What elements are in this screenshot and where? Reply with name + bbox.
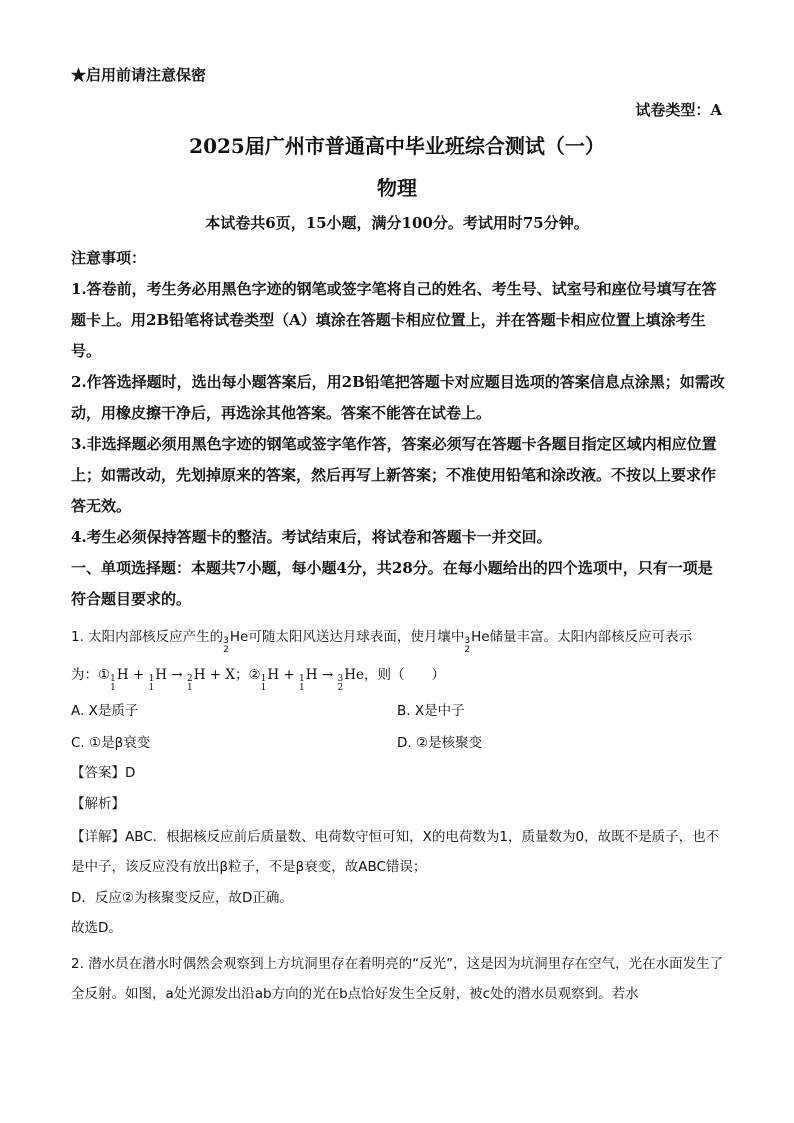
q1-conclusion: 故选D。 bbox=[71, 920, 122, 936]
subject-title: 物理 bbox=[377, 176, 417, 200]
q1-answer: 【答案】D bbox=[71, 765, 136, 781]
confidential-notice: ★启用前请注意保密 bbox=[71, 66, 207, 84]
q1-option-c[interactable]: C. ①是β衰变 bbox=[71, 735, 151, 751]
reaction-1: 1 1 H + 1 1 H → 2 1 H + X bbox=[110, 667, 235, 693]
q1-detail-1: 【详解】ABC．根据核反应前后质量数、电荷数守恒可知，X的电荷数为1，质量数为0，故既不是质子，也不是中子，该反应没有放出β粒子，不是β衰变，故ABC错误； bbox=[71, 829, 720, 875]
note-item-2: 2.作答选择题时，选出每小题答案后，用2B铅笔把答题卡对应题目选项的答案信息点涂黑；如需改动，用橡皮擦干净后，再选涂其他答案。答案不能答在试卷上。 bbox=[71, 373, 725, 422]
q1-option-a[interactable]: A. X是质子 bbox=[71, 703, 139, 719]
note-item-1: 1.答卷前，考生务必用黑色字迹的钢笔或签字笔将自己的姓名、考生号、试室号和座位号填写在答题卡上。用2B铅笔将试卷类型（A）填涂在答题卡相应位置上，并在答题卡相应位置上填涂考生号。 bbox=[71, 280, 717, 360]
q2-stem: 2. 潜水员在潜水时偶然会观察到上方坑洞里存在着明亮的“反光”，这是因为坑洞里存在空气，光在水面发生了全反射。如图，a处光源发出沿ab方向的光在b点恰好发生全反射，被c处的潜水员观察到。若水 bbox=[71, 956, 724, 1002]
q1-stem-line2: 为：① 1 1 H + 1 1 H → 2 1 H + X；② 1 1 H + 1 1 H → 3 2 He，则（ ） bbox=[71, 667, 445, 693]
notes-heading: 注意事项： bbox=[71, 249, 147, 267]
note-item-3: 3.非选择题必须用黑色字迹的钢笔或签字笔作答，答案必须写在答题卡各题目指定区域内相应位置上；如需改动，先划掉原来的答案，然后再写上新答案；不准使用铅笔和涂改液。不按以上要求作答无效。 bbox=[71, 435, 717, 515]
reaction-2: 1 1 H + 1 1 H → 3 2 He bbox=[260, 667, 364, 693]
paper-type-label: 试卷类型：A bbox=[635, 101, 722, 119]
exam-title: 2025届广州市普通高中毕业班综合测试（一） bbox=[189, 134, 605, 158]
q1-detail-2: D．反应②为核聚变反应，故D正确。 bbox=[71, 890, 293, 906]
q1-stem-line1: 1. 太阳内部核反应产生的 3 2 He可随太阳风送达月球表面，使月壤中 3 2 He储量丰富。太阳内部核反应可表示 bbox=[71, 629, 693, 655]
he3-nuclide-2: 3 2 bbox=[464, 636, 471, 655]
q1-option-b[interactable]: B. X是中子 bbox=[397, 703, 465, 719]
section-1-heading: 一、单项选择题：本题共7小题，每小题4分，共28分。在每小题给出的四个选项中，只有一项是符合题目要求的。 bbox=[71, 559, 713, 608]
q1-option-d[interactable]: D. ②是核聚变 bbox=[397, 735, 483, 751]
exam-scope: 本试卷共6页，15小题，满分100分。考试用时75分钟。 bbox=[205, 214, 589, 232]
note-item-4: 4.考生必须保持答题卡的整洁。考试结束后，将试卷和答题卡一并交回。 bbox=[71, 528, 552, 546]
he3-nuclide: 3 2 bbox=[223, 636, 229, 655]
q1-analysis-heading: 【解析】 bbox=[71, 796, 125, 812]
